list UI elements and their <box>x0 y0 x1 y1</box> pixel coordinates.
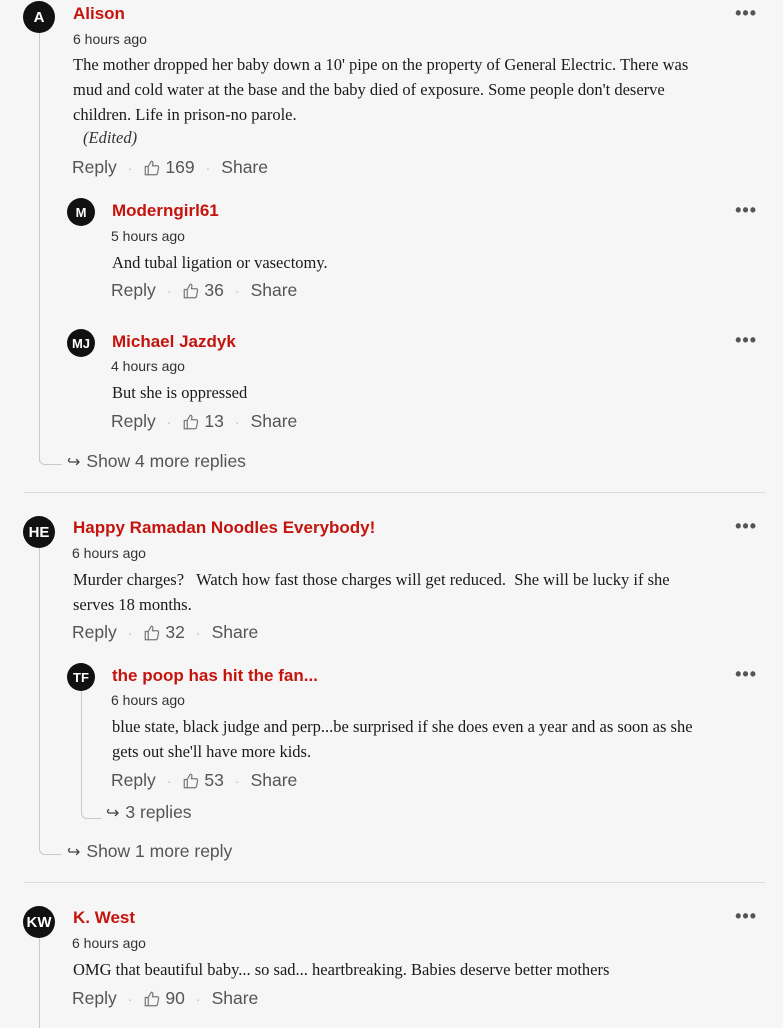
separator: · <box>195 624 201 641</box>
avatar[interactable]: A <box>23 1 55 33</box>
comment-author[interactable]: Alison <box>73 4 125 23</box>
comment-time[interactable]: 6 hours ago <box>72 545 146 561</box>
separator: · <box>127 990 133 1007</box>
reply-button[interactable]: Reply <box>111 280 156 300</box>
more-options-icon[interactable]: ••• <box>735 906 757 926</box>
comment-author[interactable]: K. West <box>73 908 136 927</box>
thread-line <box>39 32 40 462</box>
like-button[interactable] <box>143 622 184 643</box>
reply-author[interactable]: Michael Jazdyk <box>112 332 236 351</box>
like-count: 90 <box>165 988 185 1008</box>
reply-author[interactable]: the poop has hit the fan... <box>112 666 318 685</box>
reply-button[interactable]: Reply <box>111 411 156 431</box>
replies-count-label: 3 replies <box>125 802 192 822</box>
thread-corner <box>81 798 102 819</box>
like-count: 53 <box>204 770 224 790</box>
comment-body: OMG that beautiful baby... so sad... heartbreaking. Babies deserve better mothers <box>73 960 610 979</box>
reply-body: blue state, black judge and perp...be surprised if she does even a year and as soon as she gets out she'll have more kids. <box>112 717 693 761</box>
comment-body: Murder charges? Watch how fast those charges will get reduced. She will be lucky if she serves 18 months. <box>73 570 670 614</box>
share-button[interactable]: Share <box>211 988 259 1008</box>
avatar[interactable]: HE <box>23 516 55 548</box>
like-button[interactable] <box>182 280 223 301</box>
share-button[interactable]: Share <box>250 280 298 300</box>
thumbs-up-icon <box>182 413 200 431</box>
like-button[interactable] <box>143 988 184 1009</box>
like-count: 169 <box>165 157 195 177</box>
thumbs-up-icon <box>182 282 200 300</box>
reply-arrow-icon: ↪ <box>67 453 81 471</box>
separator: · <box>166 413 172 430</box>
like-button[interactable] <box>182 770 223 791</box>
like-count: 32 <box>165 622 185 642</box>
reply-time[interactable]: 4 hours ago <box>111 358 185 374</box>
thumbs-up-icon <box>143 624 161 642</box>
separator: · <box>166 282 172 299</box>
thread-line <box>39 548 40 851</box>
reply-button[interactable]: Reply <box>72 157 117 177</box>
thread-corner <box>39 830 62 855</box>
divider <box>24 492 765 493</box>
more-options-icon[interactable]: ••• <box>735 200 757 220</box>
thumbs-up-icon <box>182 772 200 790</box>
reply-arrow-icon: ↪ <box>106 804 120 822</box>
comment-author[interactable]: Happy Ramadan Noodles Everybody! <box>73 518 376 537</box>
reply-actions <box>111 770 297 791</box>
more-options-icon[interactable]: ••• <box>735 3 757 23</box>
separator: · <box>234 282 240 299</box>
share-button[interactable]: Share <box>250 770 298 790</box>
avatar[interactable]: M <box>67 198 95 226</box>
thumbs-up-icon <box>143 159 161 177</box>
separator: · <box>195 990 201 1007</box>
like-button[interactable] <box>143 157 194 178</box>
show-more-replies-button[interactable] <box>67 451 246 472</box>
reply-time[interactable]: 6 hours ago <box>111 692 185 708</box>
share-button[interactable]: Share <box>250 411 298 431</box>
divider <box>24 882 765 883</box>
comment-actions <box>72 988 258 1009</box>
separator: · <box>166 772 172 789</box>
comment-actions <box>72 157 268 178</box>
share-button[interactable]: Share <box>221 157 268 177</box>
reply-button[interactable]: Reply <box>72 988 117 1008</box>
separator: · <box>205 159 211 176</box>
reply-actions <box>111 280 297 301</box>
view-replies-button[interactable] <box>106 802 192 823</box>
reply-time[interactable]: 5 hours ago <box>111 228 185 244</box>
like-count: 36 <box>204 280 224 300</box>
avatar[interactable]: MJ <box>67 329 95 357</box>
show-more-replies-button[interactable] <box>67 841 232 862</box>
reply-button[interactable]: Reply <box>72 622 117 642</box>
like-count: 13 <box>204 411 224 431</box>
thread-line <box>39 938 40 1028</box>
reply-actions <box>111 411 297 432</box>
comment-time[interactable]: 6 hours ago <box>72 935 146 951</box>
avatar[interactable]: KW <box>23 906 55 938</box>
reply-button[interactable]: Reply <box>111 770 156 790</box>
reply-arrow-icon: ↪ <box>67 843 81 861</box>
like-button[interactable] <box>182 411 223 432</box>
reply-body: And tubal ligation or vasectomy. <box>112 253 328 272</box>
separator: · <box>127 624 133 641</box>
more-options-icon[interactable]: ••• <box>735 664 757 684</box>
show-more-label: Show 1 more reply <box>86 841 233 861</box>
more-options-icon[interactable]: ••• <box>735 330 757 350</box>
comment-time[interactable]: 6 hours ago <box>73 31 147 47</box>
show-more-label: Show 4 more replies <box>86 451 246 471</box>
comment-actions <box>72 622 258 643</box>
comment-body: The mother dropped her baby down a 10' pipe on the property of General Electric. There was mud and cold water at the base and the baby died of exposure. Some people don't deserve children. Life in prison-no parole. <box>73 55 689 124</box>
reply-body: But she is oppressed <box>112 383 248 402</box>
reply-author[interactable]: Moderngirl61 <box>112 201 219 220</box>
separator: · <box>234 772 240 789</box>
thumbs-up-icon <box>143 990 161 1008</box>
thread-line <box>81 690 82 812</box>
more-options-icon[interactable]: ••• <box>735 516 757 536</box>
share-button[interactable]: Share <box>211 622 259 642</box>
separator: · <box>234 413 240 430</box>
separator: · <box>127 159 133 176</box>
avatar[interactable]: TF <box>67 663 95 691</box>
edited-label: (Edited) <box>83 128 138 147</box>
thread-corner <box>39 440 62 465</box>
